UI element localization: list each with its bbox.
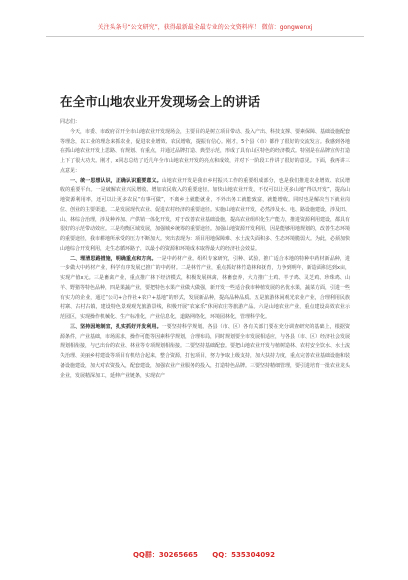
qq-group: QQ群：30265665 — [132, 551, 198, 559]
section-2 — [60, 255, 350, 323]
section-1 — [60, 177, 350, 255]
section-3-text: 一要坚持科学规划。各县（市、区）各有关部门要在充分调查研究的基础上，根据资源条件，产业基础，市场需求，操作可能等因素科学规划，合理布局，同时规划要全市发展相适应，与各县（市、区）经济社会发展规划相衔接，与已出台的农业、林业等专项规划相衔接。二要坚持基础配套。要把山地农业开发与植树造林、农村安全饮水、水土流失治理、美丽乡村建设等项目有机结合起来，整合资源，打包项目，努力争取上级支持，加大扶持力度，重点完善农业基础设施和装备设施建设，加大对农资投入，配套建设，加强农业产业服务的投入，打造特色品牌。三要坚持精细管理，要引进培育一批农业龙头企业，发展精深加工，延伸产业链条，实现农产 — [60, 323, 351, 379]
top-banner: 关注头条号“公文研究”，获得最新最全最专业的公文资料库！ 微信：gongwenxj — [97, 24, 313, 31]
banner-divider — [46, 36, 364, 37]
section-2-text: 一是中药材产业。组织专家研究，引种、试验，推广适合本地的特种中药材新品种，进一步做大中药材产业，科学有序发展已推广的中药材。二是林竹产业，重点抓好林竹造林和抚育，力争到明年，新造面积达到x亩，实现产值x元。三是畜禽产业，重点推广林下经济模式，积极发展林禽，林畜套养，大力推广土鸡、羊子鸡、灵芝鸡、珍珠鸡、山羊、野猪等特色品种，四是果蔬产业，要把特色水果产业做大做强，新开发一些适合我市种植发展的名优水果，蔬菜方面，引进一些有实力的企业，通过“公司+合作社+农户+基地”的形式，发展新品种，提高品种品质。五是旅游休闲观光农业产业，合理利用民族村寨、古村古镇，建设特色景观观光旅游景线，积极开展“农家乐”休闲农庄等旅游产品。六是山地农业产业，重点建设高效农业示范园区，实现操作机械化、生产标准化，产业信息化，道路网络化，环境园林化，管理科学化。 — [60, 255, 351, 320]
section-1-heading: 一、统一思想认识，正确认识重要意义。 — [70, 177, 162, 184]
speech-body — [60, 118, 350, 381]
intro-paragraph: 今天，市委、市政府召开全市山地农业开发现场会，主要目的是树立项目带动、投入产出、科技支撑、要素保障、基础设施配套等理念，以工业的理念来抓农业，促进农业增效、农民增收，提振有信心。刚才，5个县（市）都作了很好的交流发言。我感到各地在抓山地农业开发上思路、有规划、有重点，并通过品牌打造、典型示范，形成了具有山区特色的经济模式。特别是在品牌宣传打造上下了很大功夫。刚才，x同志总结了近几年全市山地农业开发的亮点和成效，并对下一阶段工作讲了很好的意见。下面，我再讲三点意见： — [60, 128, 351, 174]
section-1-text: 山地农业开发是我市乡村振兴工作的重要组成部分，也是我们推进农业增效、农民增收的重要平台。一是破解农业兴民增收、增加农民收入的重要途径。加快山地农业开发，不仅可以让更多山地“得以开发”，提高山地资源利用率，还可以让更多农民“有事可做”，不离乡土就能就业，不外出务工就能致富，就能增收。同时也是解决当下就业岗位、创业的主要渠道。二是发展现代农业、促进农村经济的重要途径。实施山地农业开发，必然涉及水、电、路设施建设，涉及田、山、林综合治理，涉及种养加、产供销一体化开发，对于改善农业基础设施，提高农业组织化生产能力，推进资源利用建设，都具有很好的示范带动效应。三是均衡区域发展，加强城乡统筹的重要途径。加强山地资源开发利用，因是能够用地规划的，改善生态环境的重要途径，我市耕地所承受的压力不断加大。突出表现为：项目用地保障难、水土流失面积多、生态环境脆弱大。为此，必须加快山地综合开发利用，走生态循环路子，以最小的资源和环境成本取得最大的经济社会效益。 — [60, 177, 351, 252]
section-3-heading: 三、坚持因地制宜，扎实抓好开发利用。 — [70, 323, 162, 330]
salutation: 同志们： — [60, 119, 81, 125]
section-3 — [60, 323, 350, 382]
qq-number: QQ：535304092 — [212, 551, 276, 559]
page-title: 在全市山地农业开发现场会上的讲话 — [60, 94, 261, 109]
section-2-heading: 二、理清思路措施，明确重点和方向。 — [70, 255, 157, 262]
footer-contact — [0, 550, 408, 560]
